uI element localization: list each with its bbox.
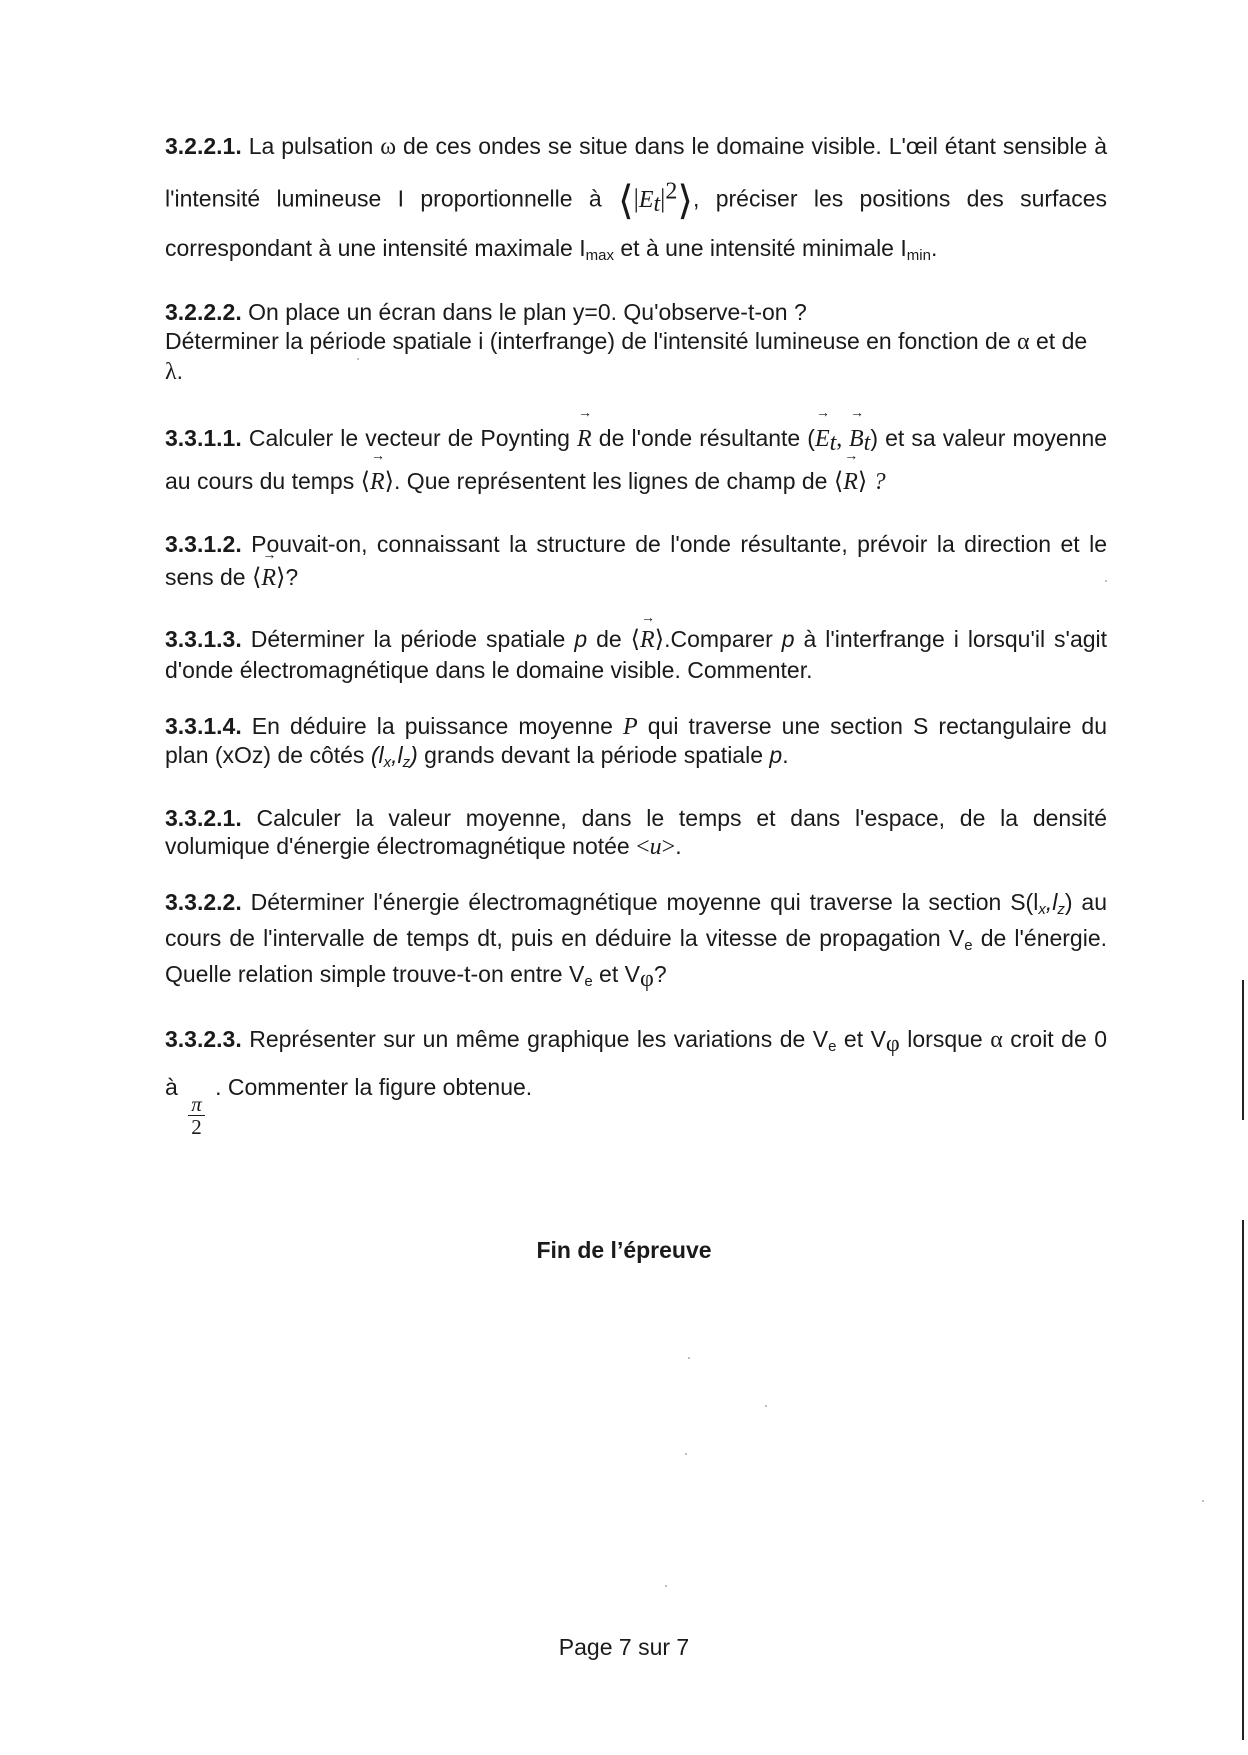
scan-speck bbox=[685, 1453, 687, 1455]
question-number: 3.3.1.3. bbox=[165, 625, 242, 652]
field-pair: → $E_t$, → $B_t$ bbox=[815, 425, 870, 451]
question-3-3-1-4: 3.3.1.4. En déduire la puissance moyenne P qui traverse une section S rectangulaire du plan (xOz) de côtés $(l_x,l_z)$ grands devant la période spatiale p. bbox=[165, 712, 1108, 771]
pi-over-two-fraction: $\frac{\pi}{2}$ bbox=[188, 1093, 205, 1138]
mean-poynting: ⟨→ R⟩ bbox=[361, 468, 394, 494]
question-number: 3.3.1.1. bbox=[165, 424, 242, 451]
lambda-symbol: λ bbox=[165, 358, 177, 385]
section-sides: $(l_x,l_z)$ bbox=[370, 741, 418, 771]
section-symbol: $S(l_x,l_z)$ bbox=[1010, 888, 1073, 918]
document-body bbox=[165, 132, 1107, 1165]
mean-poynting: ⟨→ R⟩ bbox=[252, 564, 285, 590]
question-3-3-1-3: 3.3.1.3. Déterminer la période spatiale p de ⟨→ R⟩.Comparer p à l'interfrange i lorsqu'il s'agit d'onde électromagnétique dans le domaine visible. Commenter. bbox=[165, 624, 1107, 685]
end-of-exam: Fin de l’épreuve bbox=[536, 1237, 712, 1263]
scan-speck bbox=[688, 1357, 690, 1359]
question-3-3-2-3: 3.3.2.3. Représenter sur un même graphique les variations de $V_e$ et $V_\varphi$ lorsque α croit de 0 à $\frac{\pi}{2}$ . Commenter la figure obtenue. bbox=[165, 1025, 1108, 1139]
mean-poynting: ⟨→ R⟩ bbox=[631, 626, 664, 652]
omega-symbol: ω bbox=[380, 134, 397, 160]
question-3-2-2-1: 3.2.2.1. La pulsation ω de ces ondes se situe dans le domaine visible. L'œil étant sensible à l'intensité lumineuse I proportionnelle à $⟨|E_t|^2⟩$, préciser les positions des surfaces correspondant à une intensité maximale $I_{max}$ et à une intensité minimale $I_{min}$. bbox=[165, 133, 1108, 264]
page-footer: Page 7 sur 7 bbox=[558, 1634, 690, 1660]
question-3-3-1-2: 3.3.1.2. Pouvait-on, connaissant la structure de l'onde résultante, prévoir la direction et le sens de ⟨→ R⟩? bbox=[165, 528, 1107, 595]
question-number: 3.2.2.1. bbox=[165, 133, 242, 159]
alpha-symbol: α bbox=[990, 1026, 1003, 1053]
question-3-3-1-1: 3.3.1.1. Calculer le vecteur de Poynting → R de l'onde résultante (→ $E_t$, → $B_t$) et sa valeur moyenne au cours du temps ⟨→ R⟩. Que représentent les lignes de champ de ⟨→ R⟩ ? bbox=[165, 419, 1107, 501]
question-number: 3.3.1.4. bbox=[165, 712, 242, 739]
mean-poynting: ⟨→ R⟩ bbox=[834, 468, 867, 494]
question-number: 3.3.1.2. bbox=[165, 530, 242, 557]
question-3-3-2-1: 3.3.2.1. Calculer la valeur moyenne, dans le temps et dans l'espace, de la densité volumique d'énergie électromagnétique notée <u>. bbox=[165, 804, 1108, 860]
question-3-3-2-2: 3.3.2.2. Déterminer l'énergie électromagnétique moyenne qui traverse la section $S(l_x,l_z)$ au cours de l'intervalle de temps dt, puis en déduire la vitesse de propagation $V_e$ de l'énergie. Quelle relation simple trouve-t-on entre $V_e$ et $V_\varphi$? bbox=[165, 888, 1108, 992]
scan-speck bbox=[665, 1585, 667, 1587]
scan-speck bbox=[1105, 580, 1107, 582]
question-3-2-2-2: 3.2.2.2. On place un écran dans le plan y=0. Qu'observe-t-on ? Déterminer la période spatiale i (interfrange) de l'intensité lumineuse en fonction de α et de λ. bbox=[165, 298, 1088, 385]
power-symbol: P bbox=[623, 713, 638, 740]
poynting-vector: → R bbox=[577, 420, 592, 458]
alpha-symbol: α bbox=[1017, 328, 1030, 355]
scan-edge-line bbox=[1242, 1220, 1244, 1740]
scan-speck bbox=[1202, 1500, 1204, 1502]
mean-intensity-formula: $⟨|E_t|^2⟩$ bbox=[617, 177, 693, 223]
question-number: 3.3.2.1. bbox=[165, 804, 242, 831]
question-number: 3.3.2.3. bbox=[165, 1025, 242, 1052]
scan-edge-line bbox=[1242, 980, 1244, 1120]
question-number: 3.3.2.2. bbox=[165, 888, 242, 915]
scan-speck bbox=[357, 358, 359, 360]
mean-energy-density: <u> bbox=[636, 833, 676, 860]
scan-speck bbox=[765, 1405, 767, 1407]
question-number: 3.2.2.2. bbox=[165, 298, 242, 325]
